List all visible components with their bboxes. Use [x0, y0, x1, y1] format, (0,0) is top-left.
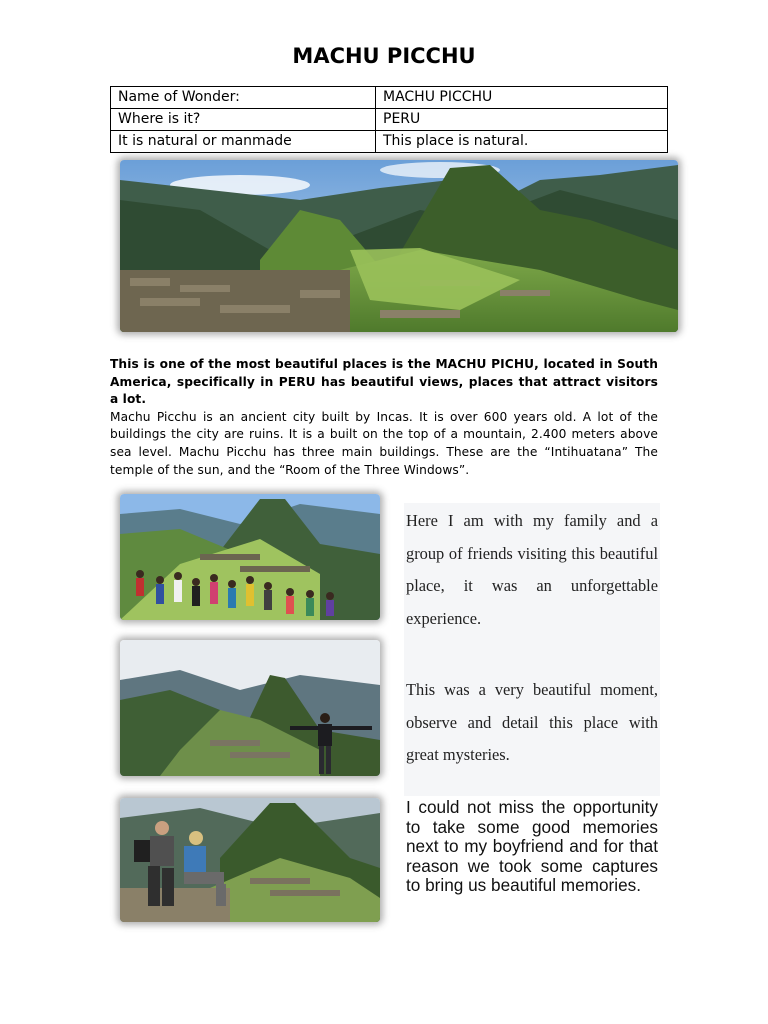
- intro-body-text: Machu Picchu is an ancient city built by Incas. It is over 600 years old. A lot of the buildings the city are ruins. It is a built on the top of a mountain, 2.400 meters above sea level. Machu Picchu has three main buildings. These are the “Intihuatana” The temple of the sun, and the “Room of the Three Windows”.: [110, 409, 658, 477]
- info-table: [110, 86, 668, 153]
- couple-photo: [120, 798, 380, 922]
- page-title: MACHU PICCHU: [292, 44, 476, 68]
- intro-paragraph: [110, 356, 658, 479]
- row-value: This place is natural.: [376, 131, 668, 153]
- row-value: MACHU PICCHU: [376, 87, 668, 109]
- row-label: Where is it?: [111, 109, 376, 131]
- row-value: PERU: [376, 109, 668, 131]
- row-label: Name of Wonder:: [111, 87, 376, 109]
- caption-box-2: [404, 638, 660, 796]
- caption-moment: This was a very beautiful moment, observe and detail this place with great mysteries.: [406, 680, 658, 764]
- caption-family: Here I am with my family and a group of friends visiting this beautiful place, it was an unforgettable experience.: [406, 511, 658, 628]
- hero-photo: [120, 160, 678, 332]
- caption-box-1: [404, 503, 660, 638]
- row-label: It is natural or manmade: [111, 131, 376, 153]
- table-row: [111, 109, 668, 131]
- arms-open-photo: [120, 640, 380, 776]
- caption-memories: I could not miss the opportunity to take some good memories next to my boyfriend and for that reason we took some captures to bring us beautiful memories.: [406, 797, 658, 896]
- intro-bold-text: This is one of the most beautiful places is the MACHU PICHU, located in South America, specifically in PERU has beautiful views, places that attract visitors a lot.: [110, 357, 658, 407]
- table-row: [111, 87, 668, 109]
- family-photo: [120, 494, 380, 620]
- table-row: [111, 131, 668, 153]
